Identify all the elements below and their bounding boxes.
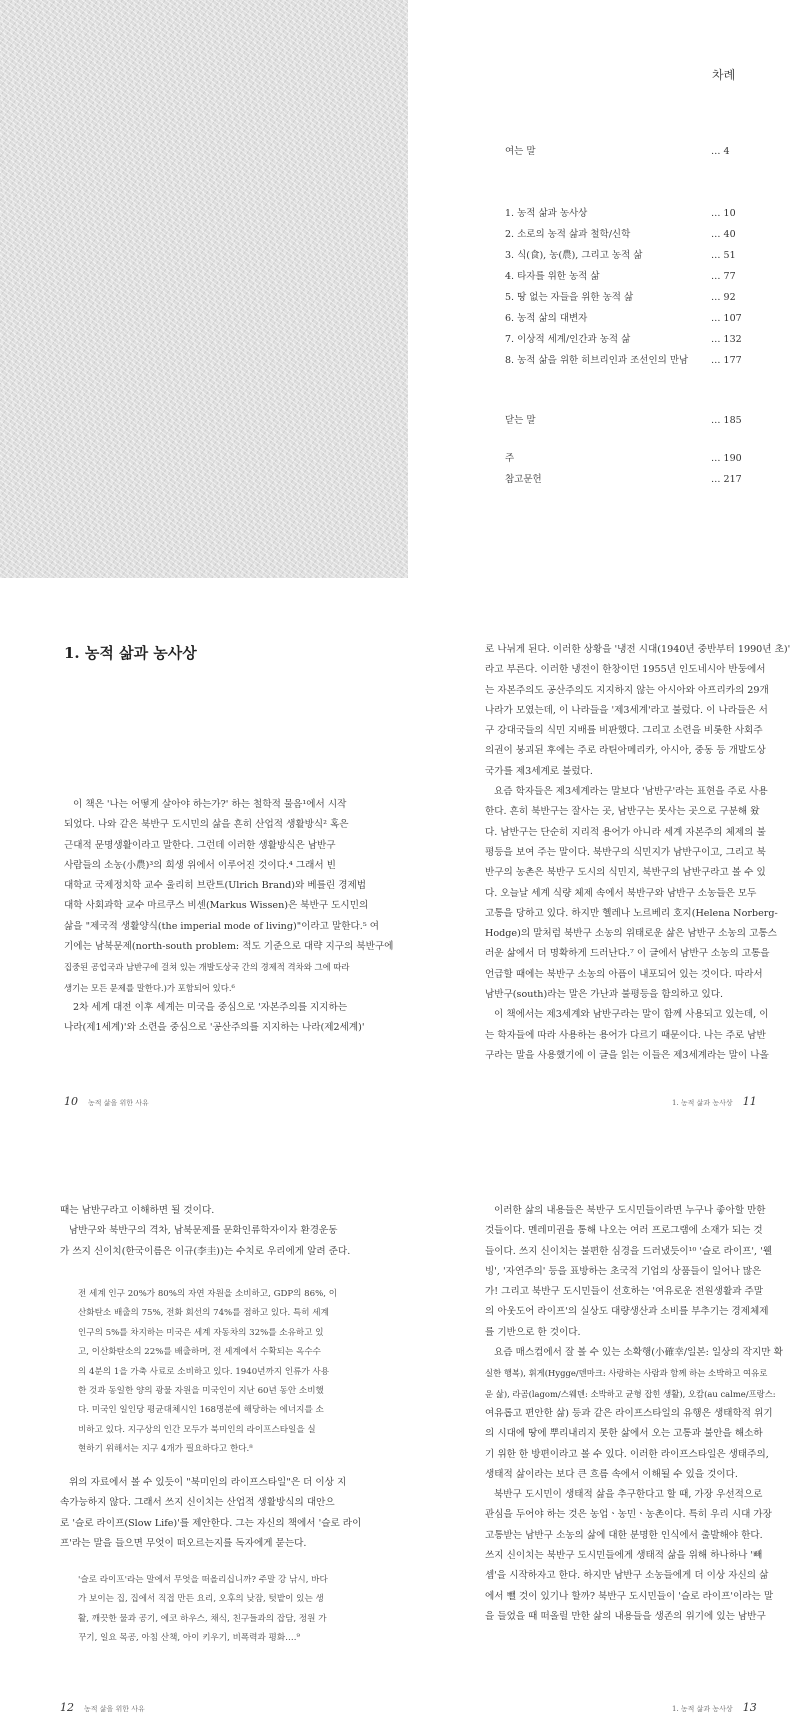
toc-item-title: 여는 말	[505, 146, 536, 157]
body-line: 는 자본주의도 공산주의도 지지하지 않는 아시아와 아프리카의 29개	[485, 684, 769, 696]
body-line: 이러한 삶의 내용들은 북반구 도시민들이라면 누구나 좋아할 만한	[494, 1205, 766, 1216]
quote-line: 한 것과 동일한 양의 광물 자원을 미국인이 지난 60년 동안 소비했	[78, 1386, 324, 1397]
body-line: 근대적 문명생활이라고 말한다. 그런데 이러한 생활방식은 남반구	[64, 839, 336, 851]
body-line: 대학교 국제정치학 교수 울리히 브란트(Ulrich Brand)와 베를린 경제법	[64, 880, 367, 892]
page-12-quote-slow-life	[78, 1571, 340, 1649]
body-line: 로 '슬로 라이프(Slow Life)'를 제안한다. 그는 자신의 책에서 '슬로 라이	[60, 1517, 362, 1529]
page-12-body-mid	[60, 1473, 362, 1554]
body-line: 실한 행복), 휘게(Hygge/덴마크: 사랑하는 사람과 함께 하는 소박하고 여유로	[485, 1368, 768, 1379]
body-line: 로 나뉘게 된다. 이러한 상황을 '냉전 시대(1940년 중반부터 1990년 초)'	[485, 644, 791, 655]
body-line: 다. 남반구는 단순히 지리적 용어가 아니라 세계 자본주의 체제의 불	[485, 826, 766, 838]
texture-image	[0, 0, 408, 578]
body-line: 속가능하지 않다. 그래서 쓰지 신이치는 산업적 생활방식의 대안으	[60, 1497, 335, 1509]
body-line: 구라는 말을 사용했기에 이 글을 읽는 이들은 제3세계라는 말이 나올	[485, 1049, 769, 1061]
toc-title: 차례	[712, 68, 736, 82]
body-line: 반구의 농촌은 북반구 도시의 식민지, 북반구의 남반구라고 볼 수 있	[485, 867, 766, 879]
body-line: 프'라는 말을 들으면 무엇이 떠오르는지를 독자에게 묻는다.	[60, 1537, 307, 1549]
toc-item-chapter[interactable]	[505, 206, 736, 222]
body-line: 러운 삶에서 더 명확하게 드러난다.⁷ 이 글에서 남반구 소농의 고통을	[485, 948, 770, 960]
body-line: 남반구(south)라는 말은 가난과 불평등을 함의하고 있다.	[485, 989, 724, 1001]
toc-item-page: … 40	[711, 229, 736, 240]
page-12-quote-stats	[78, 1285, 340, 1460]
quote-line: 현하기 위해서는 지구 4개가 필요하다고 한다.⁸	[78, 1444, 253, 1455]
quote-line: 다. 미국인 일인당 평균대체시인 168명분에 해당하는 에너지를 소	[78, 1405, 324, 1416]
body-line: 셈'을 시작하자고 한다. 하지만 남반구 소농들에게 더 이상 자신의 삶	[485, 1570, 769, 1582]
toc-item-chapter[interactable]	[505, 353, 742, 369]
body-line: 빙', '자연주의' 등을 표방하는 초국적 기업의 상품들이 일어나 많은	[485, 1265, 762, 1277]
body-line: 2차 세계 대전 이후 세계는 미국을 중심으로 '자본주의를 지지하는	[73, 1001, 348, 1013]
quote-line: 인구의 5%를 차지하는 미국은 세계 자동차의 32%를 소유하고 있	[78, 1327, 324, 1338]
toc-item-page: … 51	[711, 250, 736, 261]
body-line: 되었다. 나와 같은 북반구 도시민의 삶을 흔히 산업적 생활방식² 혹은	[64, 819, 349, 831]
body-line: 기 위한 한 방편이라고 볼 수 있다. 이러한 라이프스타일은 생태주의,	[485, 1448, 769, 1460]
toc-item-title: 7. 이상적 세계/인간과 농적 삶	[505, 334, 631, 345]
toc-item-title: 닫는 말	[505, 415, 536, 426]
body-line: 의 아웃도어 라이프'의 실상도 대량생산과 소비를 부추기는 경제체제	[485, 1306, 769, 1318]
body-line: 여유롭고 편안한 삶) 등과 같은 라이프스타일의 유행은 생태학적 위기	[485, 1407, 773, 1419]
body-line: 구 강대국들의 식민 지배를 비판했다. 그리고 소련을 비롯한 사회주	[485, 725, 763, 737]
page-10-body	[64, 795, 394, 1039]
quote-line: 고, 이산화탄소의 22%를 배출하며, 전 세계에서 수확되는 옥수수	[78, 1347, 321, 1358]
body-line: 운 삶), 라곰(lagom/스웨덴: 소박하고 균형 잡힌 생활), 오캄(au calme/프랑스:	[485, 1388, 776, 1399]
body-line: 를 기반으로 한 것이다.	[485, 1326, 581, 1338]
page-12-body-top	[60, 1201, 351, 1262]
toc-item-preface[interactable]	[505, 144, 731, 160]
quote-line: 비하고 있다. 지구상의 인간 모두가 북미인의 라이프스타일을 실	[78, 1424, 316, 1435]
body-line: 집중된 공업국과 남반구에 걸쳐 있는 개발도상국 간의 경제적 격차와 그에 따라	[64, 962, 350, 973]
body-line: 에서 뺄 것이 있기나 할까? 북반구 도시민들이 '슬로 라이프'이라는 말	[485, 1590, 774, 1602]
toc-item-chapter[interactable]	[505, 269, 736, 285]
toc-item-chapter[interactable]	[505, 311, 742, 327]
body-line: 관심을 두어야 하는 것은 농업ㆍ농민ㆍ농촌이다. 특히 우리 시대 가장	[485, 1509, 772, 1521]
body-line: 라고 부른다. 이러한 냉전이 한창이던 1955년 인도네시아 반둥에서	[485, 664, 766, 676]
toc-item-page: … 4	[711, 146, 730, 157]
body-line: 생태적 삶이라는 보다 큰 흐름 속에서 이해될 수 있을 것이다.	[485, 1468, 738, 1480]
page-11-body	[485, 640, 791, 1066]
toc-item-chapter[interactable]	[505, 227, 736, 243]
body-line: 의 시대에 땅에 뿌리내리지 못한 삶에서 오는 고통과 불안을 해소하	[485, 1428, 763, 1440]
toc-item-chapter[interactable]	[505, 290, 736, 306]
quote-line: 활, 깨끗한 물과 공기, 에코 하우스, 채식, 친구들과의 잡담, 정원 가	[78, 1613, 327, 1624]
toc-item-page: … 185	[711, 415, 742, 426]
toc-item-title: 8. 농적 삶을 위한 히브리인과 조선인의 만남	[505, 355, 689, 366]
body-line: 고통받는 남반구 소농의 삶에 대한 분명한 인식에서 출발해야 한다.	[485, 1529, 763, 1541]
body-line: 위의 자료에서 볼 수 있듯이 "북미인의 라이프스타일"은 더 이상 지	[69, 1477, 347, 1488]
spread-toc	[0, 0, 810, 590]
body-line: 다. 오늘날 세계 식량 체제 속에서 북반구와 남반구 소농들은 모두	[485, 887, 757, 899]
quote-line: '슬로 라이프'라는 말에서 무엇을 떠올리십니까? 주말 강 낚시, 바다	[78, 1575, 328, 1585]
body-line: 을 들었을 때 떠올릴 만한 삶의 내용들을 생존의 위기에 있는 남반구	[485, 1610, 766, 1622]
toc-item-page: … 177	[711, 355, 742, 366]
folio-page-13	[672, 1701, 757, 1714]
body-line: 의권이 붕괴된 후에는 주로 라틴아메리카, 아시아, 중동 등 개발도상	[485, 745, 766, 757]
body-line: 요즘 학자들은 제3세계라는 말보다 '남반구'라는 표현을 주로 사용	[494, 786, 768, 798]
toc-item-page: … 107	[711, 313, 742, 324]
body-line: 대학 사회과학 교수 마르쿠스 비센(Markus Wissen)은 북반구 도시민의	[64, 900, 369, 912]
body-line: 이 책에서는 제3세계와 남반구라는 말이 함께 사용되고 있는데, 이	[494, 1009, 769, 1021]
spread-pages-10-11	[0, 590, 810, 1155]
running-head: 농적 삶을 위한 사유	[88, 1099, 149, 1107]
toc-item-notes[interactable]	[505, 451, 742, 467]
toc-item-title: 6. 농적 삶의 대변자	[505, 313, 588, 324]
body-line: Hodge)의 말처럼 북반구 소농의 위태로운 삶은 남반구 소농의 고통스	[485, 928, 777, 940]
toc-item-page: … 190	[711, 453, 742, 464]
body-line: 것들이다. 멘레미권을 통해 나오는 여러 프로그램에 소재가 되는 것	[485, 1225, 763, 1237]
chapter-title: 1. 농적 삶과 농사상	[64, 644, 197, 662]
quote-line: 꾸기, 일요 목공, 아침 산책, 아이 키우기, 비폭력과 평화….⁹	[78, 1633, 300, 1644]
toc-item-chapter[interactable]	[505, 332, 742, 348]
toc-item-page: … 10	[711, 208, 736, 219]
body-line: 들이다. 쓰지 신이치는 불편한 심경을 드러냈듯이¹⁰ '슬로 라이프', '웰	[485, 1245, 773, 1257]
toc-item-title: 참고문헌	[505, 474, 542, 485]
body-line: 나라가 모였는데, 이 나라들을 '제3세계'라고 불렀다. 이 나라들은 서	[485, 704, 768, 716]
body-line: 이 책은 '나는 어떻게 살아야 하는가?' 하는 철학적 물음¹에서 시작	[73, 799, 347, 810]
body-line: 가! 그리고 북반구 도시민들이 선호하는 '여유로운 전원생활과 주말	[485, 1286, 764, 1298]
body-line: 언급할 때에는 북반구 소농의 아픔이 내포되어 있는 것이다. 따라서	[485, 968, 763, 980]
body-line: 요즘 매스컴에서 잘 볼 수 있는 소확행(小確幸/일본: 일상의 작지만 확	[494, 1347, 783, 1359]
quote-line: 전 세계 인구 20%가 80%의 자연 자원을 소비하고, GDP의 86%, 이	[78, 1289, 338, 1299]
running-head: 1. 농적 삶과 농사상	[672, 1099, 733, 1107]
body-line: 가 쓰지 신이치(한국이름은 이규(李圭))는 수치로 우리에게 알려 준다.	[60, 1245, 351, 1257]
toc-item-title: 3. 식(食), 농(農), 그리고 농적 삶	[505, 250, 643, 261]
quote-line: 의 4분의 1을 가축 사료로 소비하고 있다. 1940년까지 인류가 사용	[78, 1366, 330, 1377]
toc-item-references[interactable]	[505, 472, 742, 488]
running-head: 1. 농적 삶과 농사상	[672, 1705, 733, 1713]
body-line: 사람들의 소농(小農)³의 희생 위에서 이루어진 것이다.⁴ 그래서 빈	[64, 859, 336, 871]
toc-item-page: … 132	[711, 334, 742, 345]
body-line: 한다. 흔히 북반구는 잘사는 곳, 남반구는 못사는 곳으로 구분해 왔	[485, 806, 760, 818]
body-line: 고통을 당하고 있다. 하지만 헬레나 노르베리 호지(Helena Norberg-	[485, 907, 778, 919]
toc-item-page: … 217	[711, 474, 742, 485]
toc-item-closing[interactable]	[505, 413, 742, 429]
body-line: 기에는 남북문제(north-south problem: 적도 기준으로 대략 지구의 북반구에	[64, 941, 394, 953]
quote-line: 산화탄소 배출의 75%, 전화 회선의 74%를 점하고 있다. 특히 세계	[78, 1308, 329, 1319]
page-number: 12	[60, 1701, 74, 1714]
toc-item-chapter[interactable]	[505, 248, 736, 264]
body-line: 는 학자들에 따라 사용하는 용어가 다르기 때문이다. 나는 주로 남반	[485, 1029, 766, 1041]
page-13-body	[485, 1201, 783, 1627]
toc-item-title: 4. 타자를 위한 농적 삶	[505, 271, 600, 282]
body-line: 남반구와 북반구의 격차, 남북문제를 문화인류학자이자 환경운동	[69, 1225, 338, 1237]
toc-item-title: 1. 농적 삶과 농사상	[505, 208, 588, 219]
folio-page-10	[64, 1095, 149, 1108]
quote-line: 가 보이는 집, 집에서 직접 만든 요리, 오후의 낮잠, 텃밭이 있는 생	[78, 1594, 324, 1605]
toc-item-page: … 92	[711, 292, 736, 303]
folio-page-11	[672, 1095, 757, 1108]
body-line: 북반구 도시민이 생태적 삶을 추구한다고 할 때, 가장 우선적으로	[494, 1489, 763, 1501]
folio-page-12	[60, 1701, 145, 1714]
body-line: 국가를 제3세계로 불렀다.	[485, 765, 593, 777]
page-number: 13	[742, 1701, 757, 1714]
page-number: 10	[64, 1095, 78, 1108]
body-line: 평등을 보여 주는 말이다. 북반구의 식민지가 남반구이고, 그리고 북	[485, 846, 766, 858]
toc-item-title: 5. 땅 없는 자들을 위한 농적 삶	[505, 292, 634, 303]
spread-pages-12-13	[0, 1155, 810, 1725]
toc-item-title: 2. 소로의 농적 삶과 철학/신학	[505, 229, 631, 240]
page-number: 11	[742, 1095, 757, 1108]
toc-item-title: 주	[505, 453, 515, 464]
body-line: 때는 남반구라고 이해하면 될 것이다.	[60, 1205, 215, 1216]
body-line: 삶을 "제국적 생활양식(the imperial mode of living)"이라고 말한다.⁵ 여	[64, 920, 379, 932]
running-head: 농적 삶을 위한 사유	[84, 1705, 145, 1713]
body-line: 쓰지 신이치는 북반구 도시민들에게 생태적 삶을 위해 하나하나 '빼	[485, 1550, 763, 1562]
body-line: 생기는 모든 문제를 말한다.)가 포함되어 있다.⁶	[64, 982, 235, 993]
toc-item-page: … 77	[711, 271, 736, 282]
body-line: 나라(제1세계)'와 소련을 중심으로 '공산주의를 지지하는 나라(제2세계)'	[64, 1022, 365, 1034]
